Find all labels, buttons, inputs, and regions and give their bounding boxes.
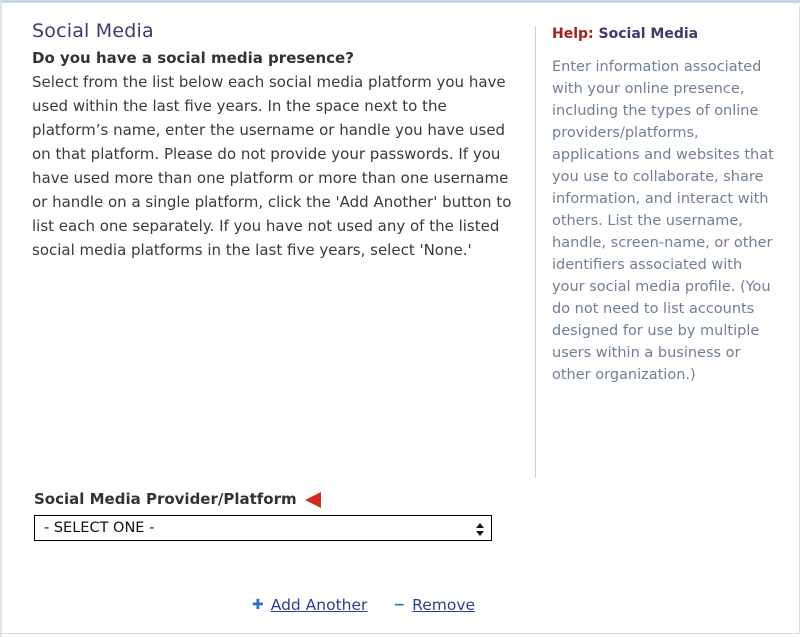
remove-button[interactable] <box>393 596 475 614</box>
help-subject: Social Media <box>598 26 699 42</box>
main-column <box>32 20 522 262</box>
provider-label-row <box>34 490 504 508</box>
plus-icon: ✚ <box>252 597 264 613</box>
provider-field-block <box>34 490 504 541</box>
help-panel <box>535 26 778 478</box>
help-title <box>552 26 778 42</box>
content-area <box>2 6 800 634</box>
question-text: Do you have a social media presence? <box>32 49 354 67</box>
select-selected-value: - SELECT ONE - <box>44 520 155 536</box>
provider-field-label: Social Media Provider/Platform <box>34 490 297 508</box>
minus-icon: − <box>393 597 406 613</box>
add-another-button[interactable] <box>252 596 367 614</box>
add-another-label[interactable]: Add Another <box>270 596 368 614</box>
help-label: Help: <box>552 26 594 42</box>
chevron-updown-icon[interactable] <box>476 516 484 542</box>
page-title: Social Media <box>32 20 154 42</box>
chevron-up-icon <box>476 523 484 528</box>
action-links <box>252 596 475 614</box>
social-media-provider-select[interactable] <box>34 515 492 541</box>
chevron-down-icon <box>476 531 484 536</box>
page-frame <box>2 6 800 634</box>
left-arrow-marker-icon <box>305 492 321 508</box>
remove-label[interactable]: Remove <box>412 596 476 614</box>
instructions-text: Select from the list below each social media platform you have used within the last five years. In the space next to the platform’s name, enter the username or handle you have used on that platform. Please do not provide your passwords. If you have used more than one platform or more than one username or handle on a single platform, click the 'Add Another' button to list each one separately. If you have not used any of the listed social media platforms in the last five years, select 'None.' <box>32 73 512 259</box>
help-body-text: Enter information associated with your online presence, including the types of online providers/platforms, applications and websites that you use to collaborate, share information, and interact with others. List the username, handle, screen-name, or other identifiers associated with your social media profile. (You do not need to list accounts designed for use by multiple users within a business or other organization.) <box>552 59 774 383</box>
